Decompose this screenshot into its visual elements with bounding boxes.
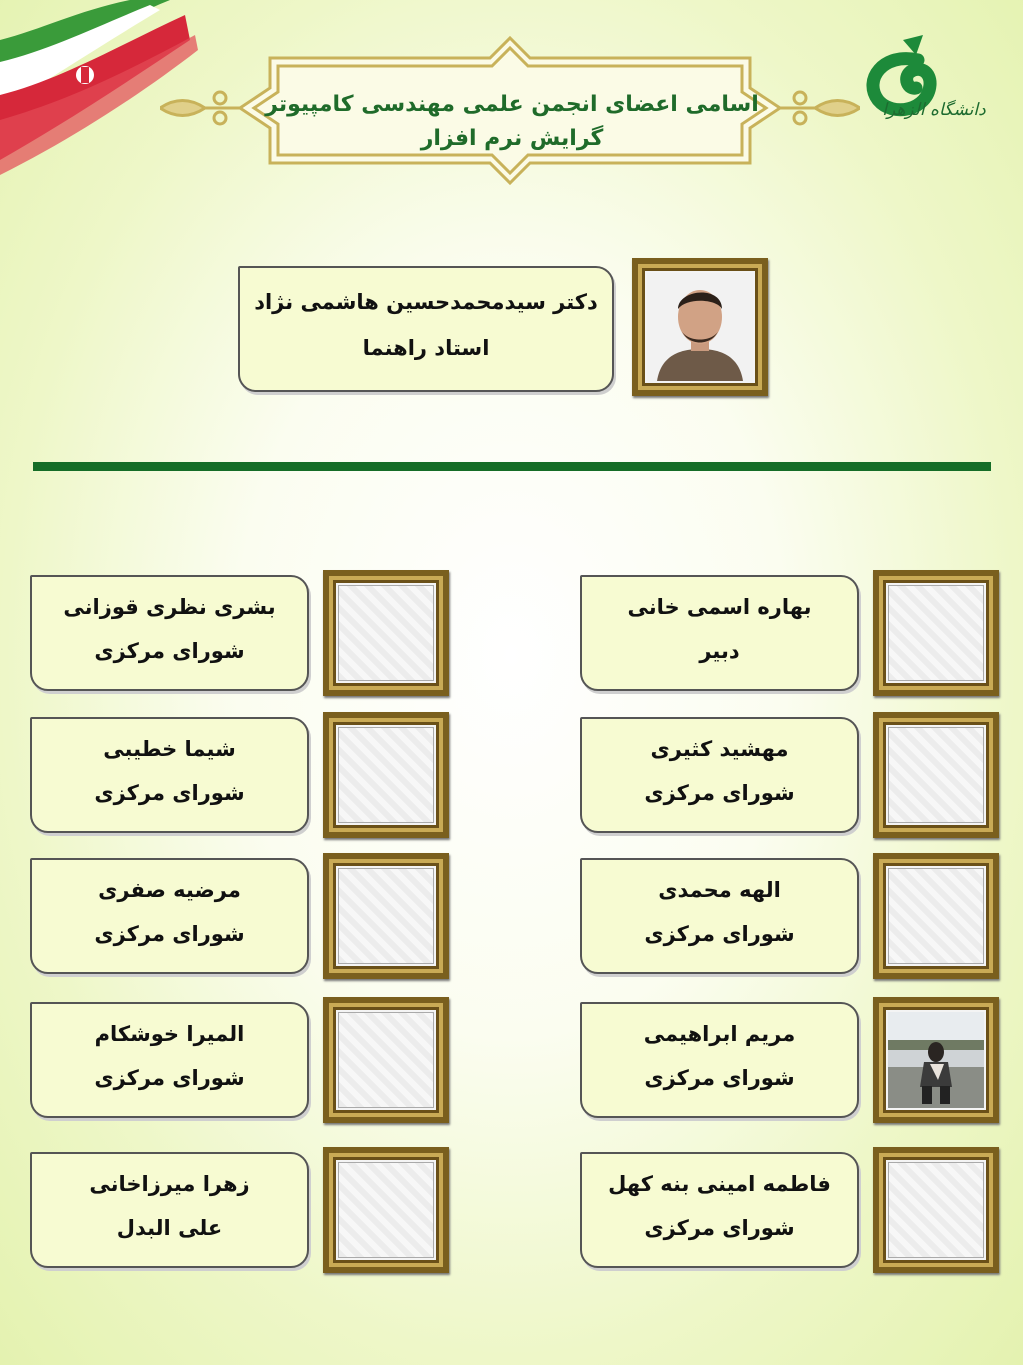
member-role: شورای مرکزی bbox=[94, 781, 245, 805]
member-photo-frame bbox=[873, 1147, 999, 1273]
member-photo-frame bbox=[323, 1147, 449, 1273]
member-name: بشری نظری قوزانی bbox=[63, 595, 276, 619]
photo-placeholder bbox=[338, 868, 434, 964]
left-member-box bbox=[30, 1152, 309, 1268]
left-member-box bbox=[30, 717, 309, 833]
photo-placeholder bbox=[338, 1012, 434, 1108]
member-photo-frame bbox=[323, 570, 449, 696]
member-role: شورای مرکزی bbox=[644, 1066, 795, 1090]
member-portrait-icon bbox=[888, 1012, 984, 1108]
member-name: المیرا خوشکام bbox=[94, 1022, 245, 1046]
right-member-box bbox=[580, 717, 859, 833]
member-photo-frame bbox=[873, 997, 999, 1123]
member-photo-frame bbox=[873, 853, 999, 979]
university-logo bbox=[858, 30, 1008, 140]
right-member-box bbox=[580, 575, 859, 691]
page-title bbox=[262, 88, 762, 168]
member-role: شورای مرکزی bbox=[94, 639, 245, 663]
photo-placeholder bbox=[888, 868, 984, 964]
left-member-box bbox=[30, 858, 309, 974]
right-member-box bbox=[580, 858, 859, 974]
member-photo-frame bbox=[873, 712, 999, 838]
member-photo-frame bbox=[323, 712, 449, 838]
right-member-box bbox=[580, 1002, 859, 1118]
left-member-box bbox=[30, 1002, 309, 1118]
member-name: فاطمه امینی بنه کهل bbox=[608, 1172, 831, 1196]
member-role: شورای مرکزی bbox=[644, 1216, 795, 1240]
member-photo-frame bbox=[873, 570, 999, 696]
member-name: مرضیه صفری bbox=[98, 878, 241, 902]
member-name: مهشید کثیری bbox=[650, 737, 789, 761]
member-name: زهرا میرزاخانی bbox=[89, 1172, 250, 1196]
photo-placeholder bbox=[338, 727, 434, 823]
logo-text: دانشگاه الزهرا bbox=[882, 100, 986, 120]
advisor-name: دکتر سیدمحمدحسین هاشمی نژاد bbox=[254, 290, 598, 314]
member-role: شورای مرکزی bbox=[644, 922, 795, 946]
photo-placeholder bbox=[338, 1162, 434, 1258]
title-line-1: اسامی اعضای انجمن علمی مهندسی کامپیوتر bbox=[265, 92, 759, 117]
member-photo-frame bbox=[323, 853, 449, 979]
right-member-box bbox=[580, 1152, 859, 1268]
left-member-box bbox=[30, 575, 309, 691]
member-role: شورای مرکزی bbox=[644, 781, 795, 805]
member-name: الهه محمدی bbox=[658, 878, 781, 902]
photo-placeholder bbox=[888, 727, 984, 823]
member-role: دبیر bbox=[699, 639, 740, 663]
photo-placeholder bbox=[888, 1162, 984, 1258]
member-role: شورای مرکزی bbox=[94, 922, 245, 946]
alzahra-logo-icon bbox=[858, 30, 1008, 140]
advisor-portrait-icon bbox=[647, 273, 753, 381]
member-photo-frame bbox=[323, 997, 449, 1123]
advisor-role: استاد راهنما bbox=[362, 336, 490, 360]
photo-placeholder bbox=[888, 585, 984, 681]
member-name: مریم ابراهیمی bbox=[643, 1022, 796, 1046]
member-role: علی البدل bbox=[116, 1216, 223, 1240]
advisor-photo bbox=[632, 258, 768, 396]
photo-placeholder bbox=[338, 585, 434, 681]
advisor-name-box bbox=[238, 266, 614, 392]
section-divider bbox=[33, 462, 991, 471]
title-line-2: گرایش نرم افزار bbox=[420, 126, 604, 151]
member-name: شیما خطیبی bbox=[103, 737, 236, 761]
member-role: شورای مرکزی bbox=[94, 1066, 245, 1090]
member-name: بهاره اسمی خانی bbox=[627, 595, 812, 619]
emblem-icon bbox=[76, 66, 94, 84]
